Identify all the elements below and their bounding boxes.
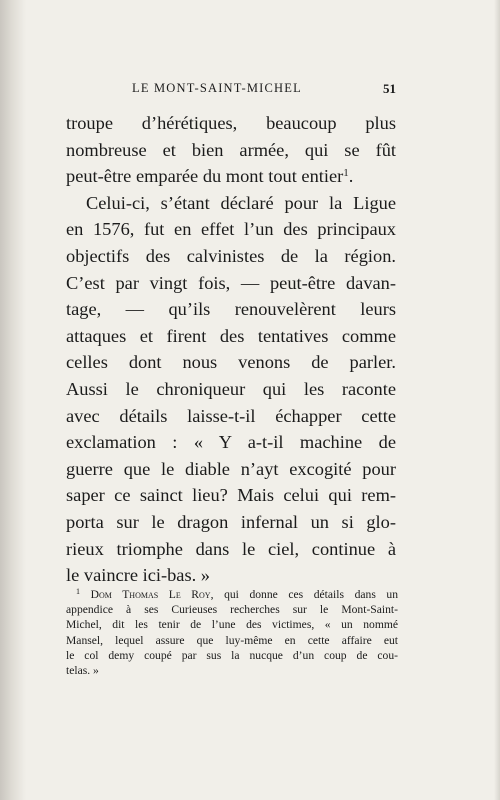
text-line: tage, — qu’ils renouvelèrent leurs (66, 299, 396, 320)
text-line: en 1576, fut en effet l’un des principaux (66, 219, 396, 240)
text-line: objectifs des calvinistes de la région. (66, 245, 396, 266)
footnote-line-content: , qui donne ces détails dans un (210, 588, 398, 601)
page-edge-shadow (494, 0, 500, 800)
footnote (66, 587, 398, 678)
page-number: 51 (383, 81, 396, 96)
footnote-marker: 1 (76, 587, 80, 596)
footnote-author: Dom Thomas Le Roy (90, 588, 211, 601)
text-line: Celui-ci, s’étant déclaré pour la Ligue (86, 192, 396, 213)
footnote-reference[interactable]: 1 (343, 167, 349, 180)
text-line-content: peut-être emparée du mont tout entier (66, 166, 344, 187)
text-line: attaques et firent des tentatives comme (66, 325, 396, 346)
text-line: saper ce sainct lieu? Mais celui qui rem- (66, 485, 396, 506)
text-line: Aussi le chroniqueur qui les raconte (66, 378, 396, 399)
text-line: C’est par vingt fois, — peut-être davan- (66, 272, 396, 293)
footnote-line: telas. » (66, 663, 99, 677)
book-page (66, 0, 396, 800)
text-line: rieux triomphe dans le ciel, continue à (66, 538, 396, 559)
text-line: exclamation : « Y a-t-il machine de (66, 432, 396, 453)
text-line: nombreuse et bien armée, qui se fût (66, 139, 396, 160)
text-line: celles dont nous venons de parler. (66, 352, 396, 373)
footnote-line: Michel, dit les tenir de l’une des victimes, « un nommé (66, 618, 398, 632)
text-line: porta sur le dragon infernal un si glo- (66, 511, 396, 532)
footnote-line: le col demy coupé par sus la nucque d’un coup de cou- (66, 648, 398, 662)
text-line: peut-être emparée du mont tout entier$^1$. (66, 166, 354, 187)
body-text (66, 110, 396, 589)
text-line: avec détails laisse-t-il échapper cette (66, 405, 396, 426)
text-line: troupe d’hérétiques, beaucoup plus (66, 113, 396, 133)
footnote-line (66, 587, 398, 602)
text-line: guerre que le diable n’ayt excogité pour (66, 458, 396, 479)
text-line: le vaincre ici-bas. » (66, 565, 210, 586)
running-title: LE MONT-SAINT-MICHEL (132, 81, 302, 95)
page-gutter-shadow (0, 0, 26, 800)
footnote-line: Mansel, lequel assure que luy-même en cette affaire eut (66, 633, 398, 647)
footnote-line: appendice à ses Curieuses recherches sur le Mont-Saint- (66, 603, 398, 617)
running-head (66, 81, 396, 101)
